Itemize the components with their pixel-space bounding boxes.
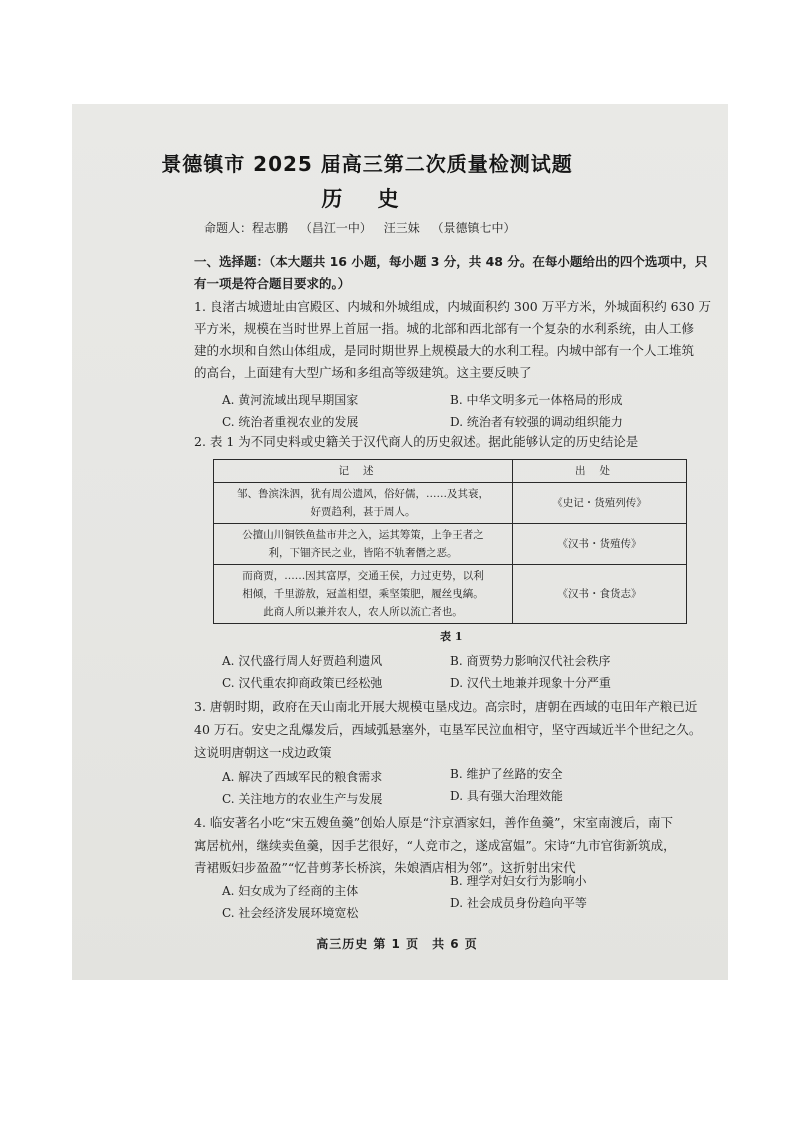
record-text: 好贾趋利，甚于周人。	[310, 506, 416, 518]
q4-option-d: D. 社会成员身份趋向平等	[450, 896, 587, 910]
q3-option-d: D. 具有强大治理效能	[450, 789, 563, 803]
author1-name: 命题人：程志鹏	[204, 221, 289, 235]
record-text: 而商贾，……因其富厚，交通王侯，力过吏势，以利	[242, 570, 484, 582]
authors-line	[204, 219, 524, 236]
table-row	[214, 524, 687, 565]
q4-line: 寓居杭州，继续卖鱼羹，因手艺很好，“人竞市之，遂成富媪”。宋诗“九市官街新筑成，	[194, 838, 676, 853]
record-text: 公擅山川铜铁鱼盐市井之入，运其筹策，上争王者之	[242, 529, 484, 541]
page-footer: 高三历史 第 1 页 共 6 页	[316, 937, 478, 951]
q1-option-b: B. 中华文明多元一体格局的形成	[450, 393, 623, 407]
record-text: 邹、鲁滨洙泗，犹有周公遗风，俗好儒，……及其衰，	[237, 488, 489, 500]
q3-option-a: A. 解决了西域军民的粮食需求	[222, 770, 383, 784]
q1-option-d: D. 统治者有较强的调动组织能力	[450, 415, 623, 429]
table-header-row	[214, 460, 687, 483]
section1-line2: 有一项是符合题目要求的。）	[194, 276, 351, 291]
table-caption: 表 1	[440, 630, 463, 643]
record-cell	[214, 524, 513, 565]
source-cell: 《史记・货殖列传》	[513, 483, 687, 524]
author1-school: （昌江一中）	[299, 221, 372, 235]
author2-school: （景德镇七中）	[431, 221, 516, 235]
q1-line: 的高台，上面建有大型广场和多组高等级建筑。这主要反映了	[194, 365, 532, 380]
record-text: 利，下锢齐民之业，皆陷不轨奢僭之恶。	[268, 547, 458, 559]
q1-line: 平方米，规模在当时世界上首屈一指。城的北部和西北部有一个复杂的水利系统，由人工修	[194, 321, 695, 336]
q1-line: 1. 良渚古城遗址由宫殿区、内城和外城组成，内城面积约 300 万平方米，外城面积约 630 万	[194, 299, 712, 314]
source-cell: 《汉书・食货志》	[513, 565, 687, 624]
header-source: 出处	[513, 460, 687, 483]
source-cell: 《汉书・货殖传》	[513, 524, 687, 565]
q1-option-c: C. 统治者重视农业的发展	[222, 415, 359, 429]
source-table	[213, 459, 687, 624]
subject-title: 历 史	[321, 187, 413, 211]
q2-option-c: C. 汉代重农抑商政策已经松弛	[222, 676, 383, 690]
q2-option-b: B. 商贾势力影响汉代社会秩序	[450, 654, 611, 668]
q2-stem: 2. 表 1 为不同史料或史籍关于汉代商人的历史叙述。据此能够认定的历史结论是	[194, 434, 639, 449]
q4-option-a: A. 妇女成为了经商的主体	[222, 884, 359, 898]
q4-line: 青裙贩妇步盈盈”“忆昔剪茅长桥滨，朱娘酒店相为邻”。这折射出宋代	[194, 860, 576, 875]
q3-option-c: C. 关注地方的农业生产与发展	[222, 792, 383, 806]
table-row	[214, 483, 687, 524]
q4-option-c: C. 社会经济发展环境宽松	[222, 906, 359, 920]
q4-option-b: B. 理学对妇女行为影响小	[450, 874, 587, 888]
record-text: 此商人所以兼并农人，农人所以流亡者也。	[263, 606, 463, 618]
record-cell	[214, 565, 513, 624]
q3-option-b: B. 维护了丝路的安全	[450, 767, 563, 781]
q3-line: 40 万石。安史之乱爆发后，西域弧悬塞外，屯垦军民泣血相守，坚守西域近半个世纪之久。	[194, 722, 702, 737]
q3-line: 3. 唐朝时期，政府在天山南北开展大规模屯垦戍边。高宗时，唐朝在西域的屯田年产粮已近	[194, 699, 698, 714]
record-text: 相倾，千里游敖，冠盖相望，乘坚策肥，履丝曳縞。	[242, 588, 484, 600]
q2-option-a: A. 汉代盛行周人好贾趋利遗风	[222, 654, 383, 668]
author2-name: 汪三妹	[383, 221, 420, 235]
section1-line1: 一、选择题：（本大题共 16 小题，每小题 3 分，共 48 分。在每小题给出的四个选项中，只	[194, 254, 708, 269]
record-cell	[214, 483, 513, 524]
q1-option-a: A. 黄河流域出现早期国家	[222, 393, 359, 407]
q4-line: 4. 临安著名小吃“宋五嫂鱼羹”创始人原是“汴京酒家妇，善作鱼羹”，宋室南渡后，南下	[194, 815, 673, 830]
q1-line: 建的水坝和自然山体组成，是同时期世界上规模最大的水利工程。内城中部有一个人工堆筑	[194, 343, 695, 358]
q3-line: 这说明唐朝这一戍边政策	[194, 745, 332, 760]
table-row	[214, 565, 687, 624]
header-record: 记述	[214, 460, 513, 483]
q2-option-d: D. 汉代土地兼并现象十分严重	[450, 676, 611, 690]
exam-title: 景德镇市 2025 届高三第二次质量检测试题	[161, 152, 573, 176]
